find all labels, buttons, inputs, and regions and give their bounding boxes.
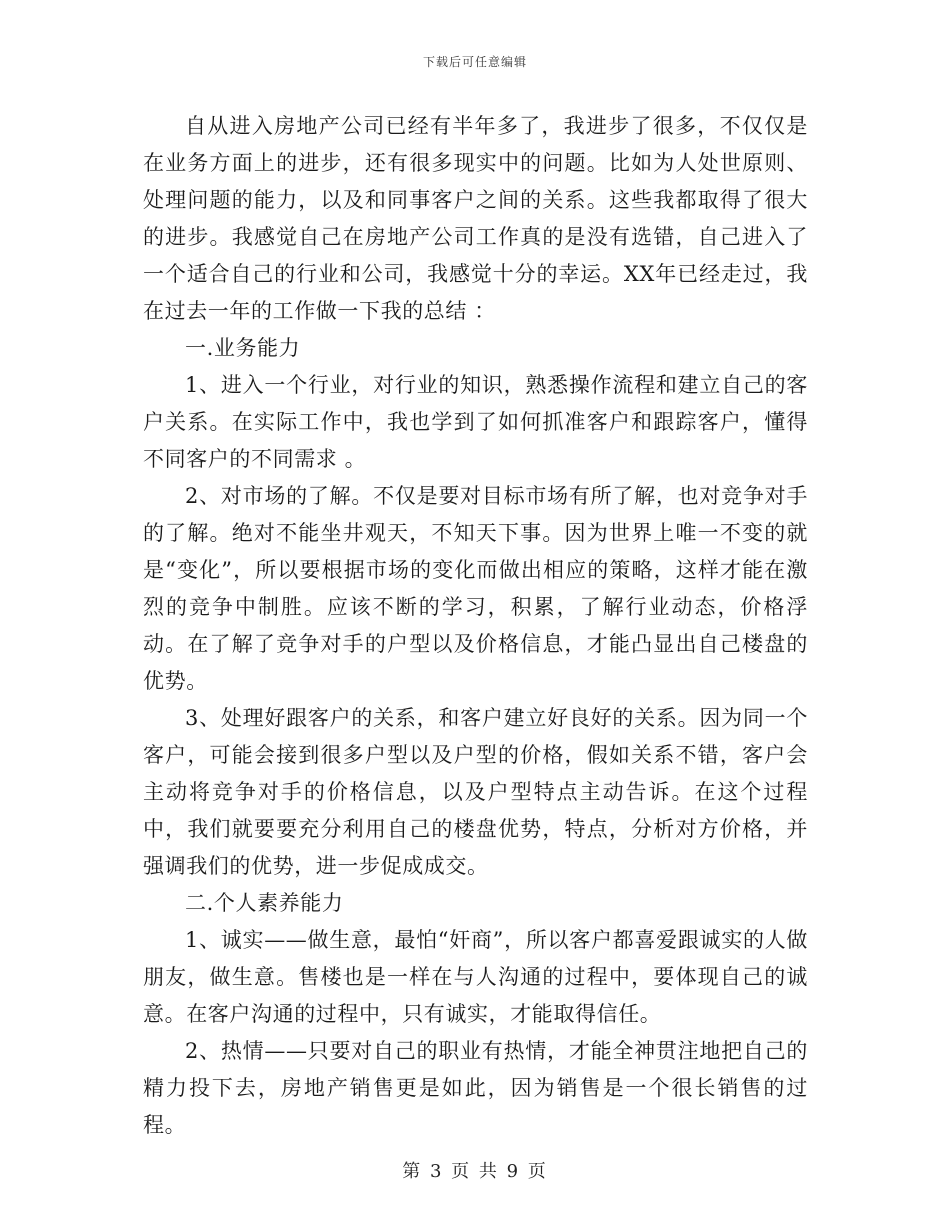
section-heading-personal: 二.个人素养能力 (185, 891, 344, 915)
page-header: 下载后可任意编辑 (422, 55, 527, 69)
personal-item-2: 2、热情——只要对自己的职业有热情，才能全神贯注地把自己的精力投下去，房地产销售更是如此，因为销售是一个很长销售的过程。 (143, 1039, 808, 1137)
document-body (143, 108, 808, 1144)
business-item-2: 2、对市场的了解。不仅是要对目标市场有所了解，也对竞争对手的了解。绝对不能坐井观天，不知天下事。因为世界上唯一不变的就是“变化”，所以要根据市场的变化而做出相应的策略，这样才能在激烈的竞争中制胜。应该不断的学习，积累，了解行业动态，价格浮动。在了解了竞争对手的户型以及价格信息，才能凸显出自己楼盘的优势。 (143, 484, 808, 693)
intro-paragraph: 自从进入房地产公司已经有半年多了，我进步了很多，不仅仅是在业务方面上的进步，还有很多现实中的问题。比如为人处世原则、处理问题的能力，以及和同事客户之间的关系。这些我都取得了很大的进步。我感觉自己在房地产公司工作真的是没有选错，自己进入了一个适合自己的行业和公司，我感觉十分的幸运。XX年已经走过，我在过去一年的工作做一下我的总结 ： (143, 114, 808, 323)
business-item-1: 1、进入一个行业，对行业的知识，熟悉操作流程和建立自己的客户关系。在实际工作中，我也学到了如何抓准客户和跟踪客户，懂得不同客户的不同需求 。 (143, 373, 808, 471)
page-footer: 第 3 页 共 9 页 (402, 1161, 548, 1182)
section-heading-business: 一.业务能力 (185, 336, 301, 360)
personal-item-1: 1、诚实——做生意，最怕“奸商”，所以客户都喜爱跟诚实的人做朋友，做生意。售楼也是一样在与人沟通的过程中，要体现自己的诚意。在客户沟通的过程中，只有诚实，才能取得信任。 (143, 928, 808, 1026)
business-item-3: 3、处理好跟客户的关系，和客户建立好良好的关系。因为同一个客户，可能会接到很多户型以及户型的价格，假如关系不错，客户会主动将竞争对手的价格信息，以及户型特点主动告诉。在这个过程中，我们就要要充分利用自己的楼盘优势，特点，分析对方价格，并强调我们的优势，进一步促成成交。 (143, 706, 808, 878)
